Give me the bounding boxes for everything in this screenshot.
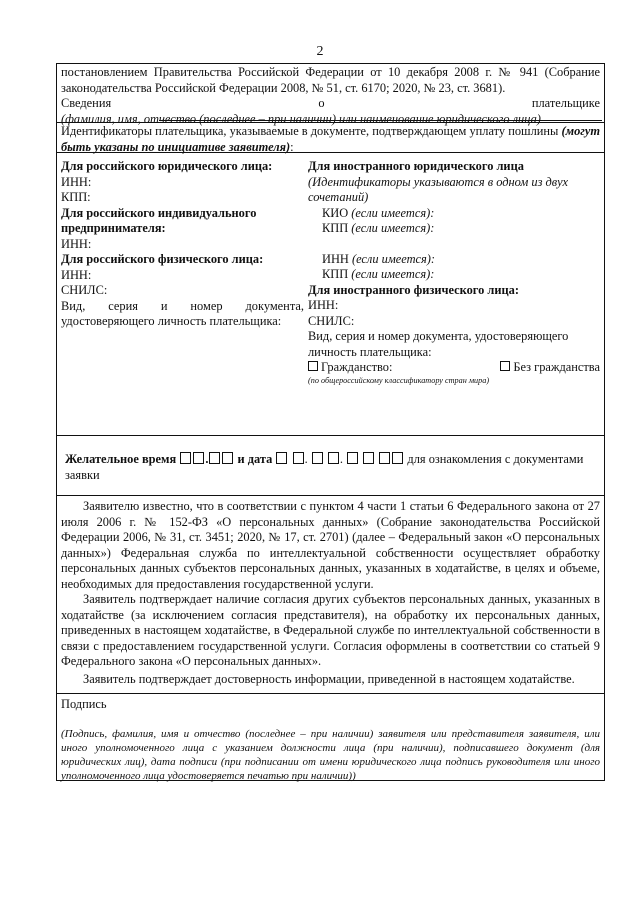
date-boxes[interactable]: . . — [275, 452, 404, 466]
inn-label: ИНН — [322, 251, 349, 266]
foreign-phys-title: Для иностранного физического лица: — [308, 282, 519, 297]
date-label: и дата — [237, 452, 273, 466]
consent-paragraph-3: Заявитель подтверждает достоверность информации, приведенной в настоящем ходатайстве. — [83, 671, 575, 686]
inn-field[interactable] — [308, 252, 600, 268]
doc-word-3: и — [160, 298, 168, 313]
ru-phys-doc-line2[interactable]: удостоверяющего личность плательщика: — [61, 314, 282, 328]
spacer — [308, 237, 600, 252]
ru-phys-inn[interactable]: ИНН: — [61, 267, 92, 282]
foreign-legal-hint: (Идентификаторы указываются в одном из двух сочетаний) — [308, 174, 568, 204]
ru-legal-kpp[interactable]: КПП: — [61, 190, 91, 204]
no-citizenship-option[interactable] — [500, 360, 600, 376]
kio-label: КИО — [322, 205, 349, 220]
digit-box[interactable] — [328, 452, 339, 464]
no-citizenship-label: Без гражданства — [513, 360, 600, 374]
petition-form — [56, 63, 605, 781]
digit-box[interactable] — [209, 452, 220, 464]
checkbox-icon[interactable] — [500, 361, 510, 371]
digit-box[interactable] — [293, 452, 304, 464]
inn-hint: (если имеется): — [351, 251, 436, 266]
digit-box[interactable] — [379, 452, 390, 464]
kio-field[interactable] — [308, 206, 600, 222]
kpp1-label: КПП — [322, 221, 349, 235]
digit-box[interactable] — [193, 452, 204, 464]
payer-input-line[interactable] — [159, 120, 602, 121]
consent-section — [57, 496, 604, 694]
foreign-phys-doc[interactable]: Вид, серия и номер документа, удостоверяющего личность плательщика: — [308, 329, 569, 359]
identifiers-section — [57, 123, 604, 436]
identifiers-hint: (могут быть указаны по инициативе заявителя) — [61, 124, 600, 154]
identifiers-divider — [57, 152, 604, 153]
time-date-section — [57, 436, 604, 496]
doc-word-4: номер — [190, 298, 223, 313]
ru-phys-snils[interactable]: СНИЛС: — [61, 283, 108, 297]
doc-word-5: документа, — [245, 298, 304, 313]
identifiers-heading — [61, 124, 600, 155]
time-date-line — [65, 452, 600, 483]
ru-ip-title: Для российского индивидуального предпринимателя: — [61, 205, 257, 235]
identifiers-suffix: : — [290, 139, 294, 154]
signature-label[interactable]: Подпись — [61, 697, 107, 711]
digit-box[interactable] — [312, 452, 323, 464]
page-number: 2 — [316, 44, 324, 59]
identifiers-columns — [61, 159, 600, 386]
payer-info-section — [57, 64, 604, 126]
signature-hint: (Подпись, фамилия, имя и отчество (последнее – при наличии) заявителя или представителя заявителя, или иного уполномоченного лица с указанием должности лица (при наличии), подписавшего документ (для юридических лиц), дата подписи (при подписании от имени юридического лица подпись руководителя или иного уполномоченного лица удостоверяется печатью при наличии)) — [61, 727, 600, 782]
digit-box[interactable] — [276, 452, 287, 464]
decree-text: постановлением Правительства Российской Федерации от 10 декабря 2008 г. № 941 (Собрание законодательства Российской Федерации 2008, № 51, ст. 6170; 2020, № 23, ст. 3681). — [61, 65, 600, 95]
signature-section — [57, 694, 604, 780]
payer-hint: (фамилия, имя, отчество (последнее – при наличии) или наименование юридического лица) — [61, 111, 541, 126]
citizenship-option[interactable] — [308, 360, 392, 376]
ru-ip-inn[interactable]: ИНН: — [61, 236, 92, 251]
doc-word-1: Вид, — [61, 298, 86, 313]
consent-paragraph-1: Заявителю известно, что в соответствии с пунктом 4 части 1 статьи 6 Федерального закона от 27 июля 2006 г. № 152-ФЗ «О персональных данных» (Собрание законодательства Российской Федерации 2006, № 31, ст. 3451; 2020, № 17, ст. 2701) (далее – Федеральный закон «О персональных данных») Федеральная служба по интеллектуальной собственности осуществляет обработку персональных данных субъектов персональных данных, указанных в ходатайстве, в целях и объеме, необходимых для предоставления государственной услуги. — [61, 499, 600, 591]
foreign-identifiers — [308, 159, 600, 386]
digit-box[interactable] — [363, 452, 374, 464]
digit-box[interactable] — [347, 452, 358, 464]
time-label: Желательное время — [65, 452, 177, 466]
ru-legal-inn[interactable]: ИНН: — [61, 174, 92, 189]
kpp2-field[interactable] — [308, 267, 600, 283]
foreign-phys-snils[interactable]: СНИЛС: — [308, 313, 355, 328]
kpp2-label: КПП — [322, 267, 349, 281]
foreign-phys-inn[interactable]: ИНН: — [308, 298, 339, 312]
kio-hint: (если имеется): — [351, 205, 435, 220]
time-date-purpose: для ознакомления с документами заявки — [65, 452, 584, 482]
payer-label: Сведения о плательщике — [61, 96, 600, 110]
russian-identifiers — [61, 159, 308, 386]
ru-phys-title: Для российского физического лица: — [61, 252, 264, 266]
citizenship-row — [308, 360, 600, 376]
kpp1-field[interactable] — [308, 221, 600, 237]
identifiers-heading-text: Идентификаторы плательщика, указываемые в документе, подтверждающем уплату пошлины — [61, 124, 559, 138]
doc-word-2: серия — [108, 298, 138, 313]
checkbox-icon[interactable] — [308, 361, 318, 371]
digit-box[interactable] — [180, 452, 191, 464]
citizenship-label: Гражданство: — [321, 360, 393, 374]
okcm-hint: (по общероссийскому классификатору стран мира) — [308, 375, 490, 385]
digit-box[interactable] — [392, 452, 403, 464]
foreign-legal-title: Для иностранного юридического лица — [308, 159, 524, 173]
kpp2-hint: (если имеется): — [351, 267, 435, 281]
ru-phys-doc-line1 — [61, 299, 304, 315]
consent-paragraph-2: Заявитель подтверждает наличие согласия других субъектов персональных данных, указанных в ходатайстве (за исключением согласия представителя), на обработку их персональных данных, приведенных в настоящем ходатайстве, в Федеральной службе по интеллектуальной собственности в связи с предоставлением государственной услуги. Согласия оформлены в соответствии со статьей 9 Федерального закона «О персональных данных». — [61, 592, 600, 668]
time-boxes[interactable]: . — [179, 452, 234, 466]
ru-legal-title: Для российского юридического лица: — [61, 159, 273, 173]
digit-box[interactable] — [222, 452, 233, 464]
kpp1-hint: (если имеется): — [351, 221, 435, 235]
